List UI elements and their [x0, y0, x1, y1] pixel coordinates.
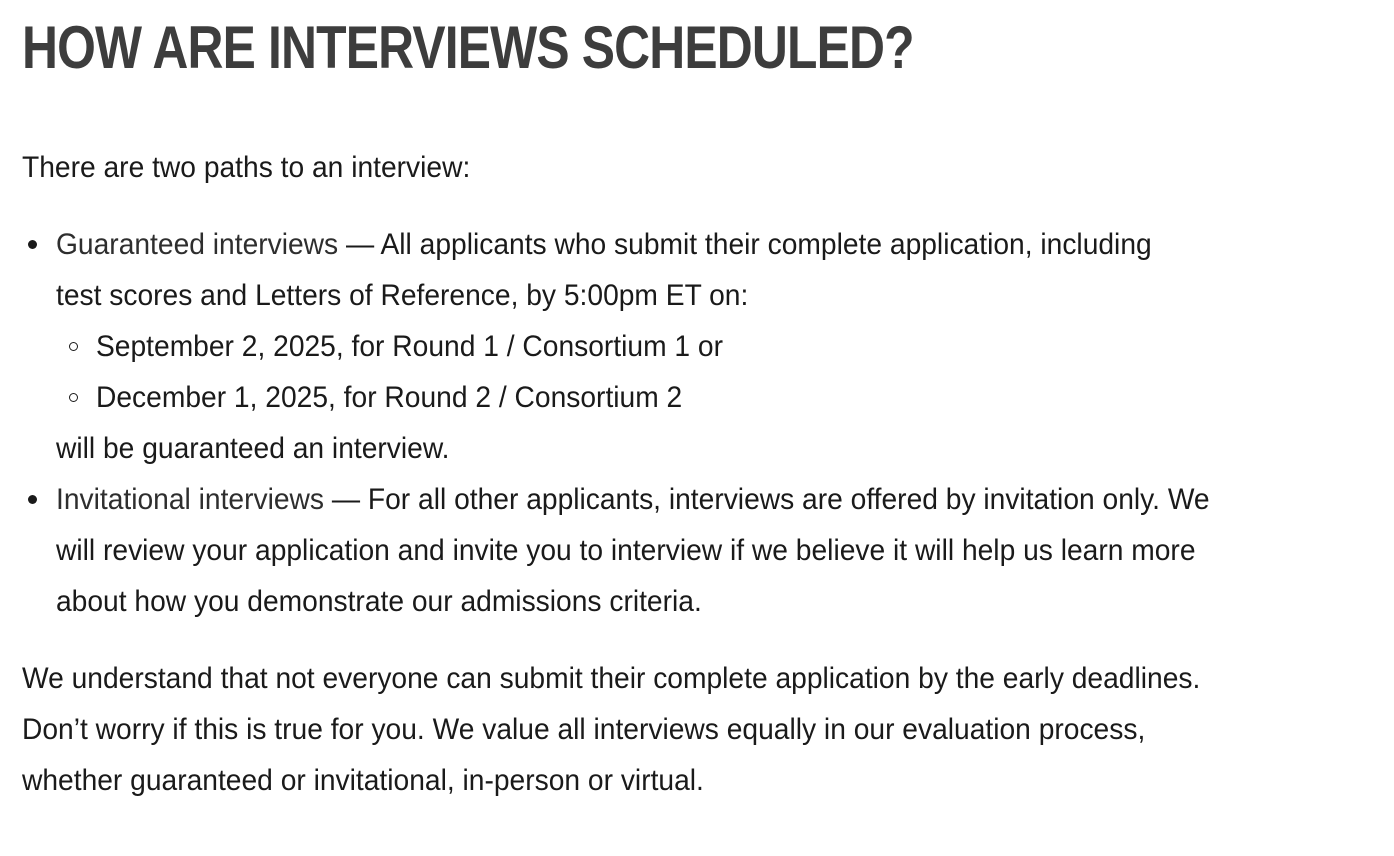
circle-bullet-icon	[69, 342, 78, 351]
invitational-desc-1: — For all other applicants, interviews are offered by invitation only. We	[324, 483, 1210, 516]
invitational-desc-3: about how you demonstrate our admissions criteria.	[56, 585, 702, 618]
article-section	[22, 0, 1372, 806]
closing-line-2: Don’t worry if this is true for you. We value all interviews equally in our evaluation process,	[22, 713, 1146, 746]
deadline-round-2-text: December 1, 2025, for Round 2 / Consortium 2	[96, 381, 683, 414]
guaranteed-desc-2: test scores and Letters of Reference, by 5:00pm ET on:	[56, 279, 749, 312]
deadline-round-1-text: September 2, 2025, for Round 1 / Consortium 1 or	[96, 330, 724, 363]
bullet-icon	[28, 240, 37, 249]
intro-text: There are two paths to an interview:	[22, 151, 471, 184]
closing-line-1: We understand that not everyone can submit their complete application by the early deadlines.	[22, 662, 1201, 695]
bullet-icon	[28, 495, 37, 504]
deadline-list	[56, 321, 1372, 423]
closing-line-3: whether guaranteed or invitational, in-person or virtual.	[22, 764, 704, 797]
page-title: HOW ARE INTERVIEWS SCHEDULED?	[22, 14, 914, 81]
circle-bullet-icon	[69, 393, 78, 402]
closing-paragraph	[22, 653, 1372, 806]
deadline-item-round-1	[96, 321, 1372, 372]
guaranteed-line-1	[56, 219, 1293, 270]
guaranteed-term: Guaranteed interviews	[56, 228, 339, 261]
invitational-term: Invitational interviews	[56, 483, 325, 516]
list-item-guaranteed	[56, 219, 1372, 474]
invitational-line-1	[56, 474, 1293, 525]
guaranteed-tail: will be guaranteed an interview.	[56, 432, 450, 465]
guaranteed-desc-1: — All applicants who submit their complete application, including	[338, 228, 1152, 261]
interview-paths-list	[22, 219, 1372, 627]
list-item-invitational	[56, 474, 1372, 627]
deadline-item-round-2	[96, 372, 1372, 423]
invitational-desc-2: will review your application and invite you to interview if we believe it will help us learn more	[56, 534, 1196, 567]
